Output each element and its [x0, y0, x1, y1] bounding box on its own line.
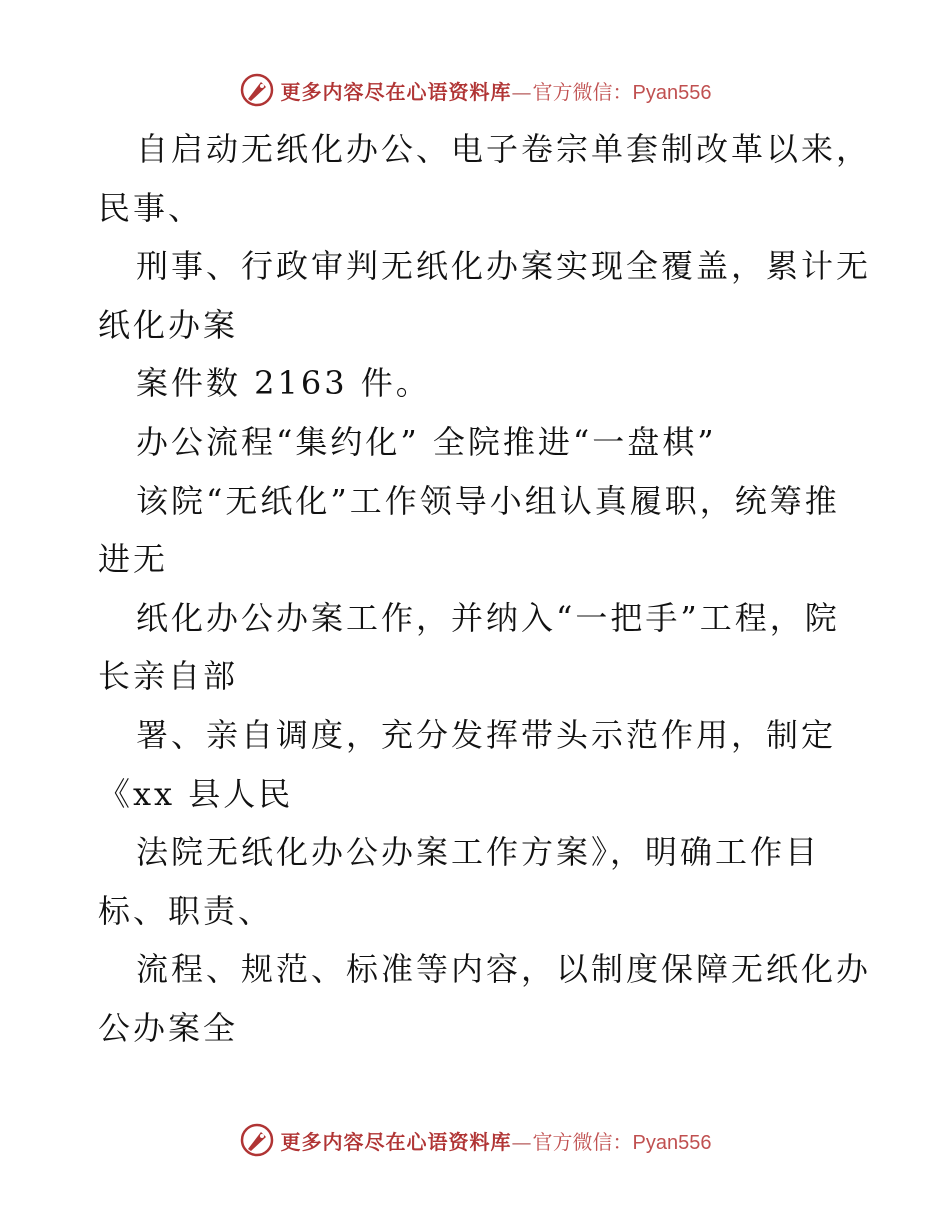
pen-nib-logo-icon — [239, 72, 275, 108]
body-line: 该院“无纸化”工作领导小组认真履职，统筹推 — [136, 481, 840, 520]
body-line: 长亲自部 — [98, 657, 239, 696]
body-line: 流程、规范、标准等内容，以制度保障无纸化办 — [136, 950, 872, 989]
footer-banner — [0, 1120, 950, 1160]
body-line: 纸化办公办案工作，并纳入“一把手”工程，院 — [136, 598, 840, 637]
body-line: 法院无纸化办公办案工作方案》，明确工作目 — [136, 833, 821, 872]
banner-separator: — — [511, 1129, 533, 1154]
body-line: 《xx 县人民 — [98, 774, 294, 813]
banner-contact: 官方微信：Pyan556 — [532, 1131, 712, 1154]
body-line: 标、职责、 — [98, 891, 274, 930]
pen-nib-logo-icon — [239, 1122, 275, 1158]
document-body — [98, 120, 872, 1058]
body-line: 署、亲自调度，充分发挥带头示范作用，制定 — [136, 715, 837, 754]
header-banner — [0, 70, 950, 110]
body-line: 案件数 2163 件。 — [136, 364, 431, 403]
body-line: 民事、 — [98, 188, 204, 227]
body-line: 纸化办案 — [98, 305, 239, 344]
body-line: 自启动无纸化办公、电子卷宗单套制改革以来， — [136, 130, 872, 168]
banner-separator: — — [511, 79, 533, 104]
banner-slogan: 更多内容尽在心语资料库 — [280, 79, 512, 104]
banner-contact: 官方微信：Pyan556 — [532, 81, 712, 104]
banner-slogan: 更多内容尽在心语资料库 — [280, 1129, 512, 1154]
banner-text-group — [281, 1126, 712, 1155]
section-heading: 办公流程“集约化” 全院推进“一盘棋” — [136, 422, 717, 461]
body-line: 刑事、行政审判无纸化办案实现全覆盖，累计无 — [136, 247, 872, 286]
body-line: 公办案全 — [98, 1008, 239, 1047]
body-line: 进无 — [98, 540, 169, 579]
banner-text-group — [281, 76, 712, 105]
